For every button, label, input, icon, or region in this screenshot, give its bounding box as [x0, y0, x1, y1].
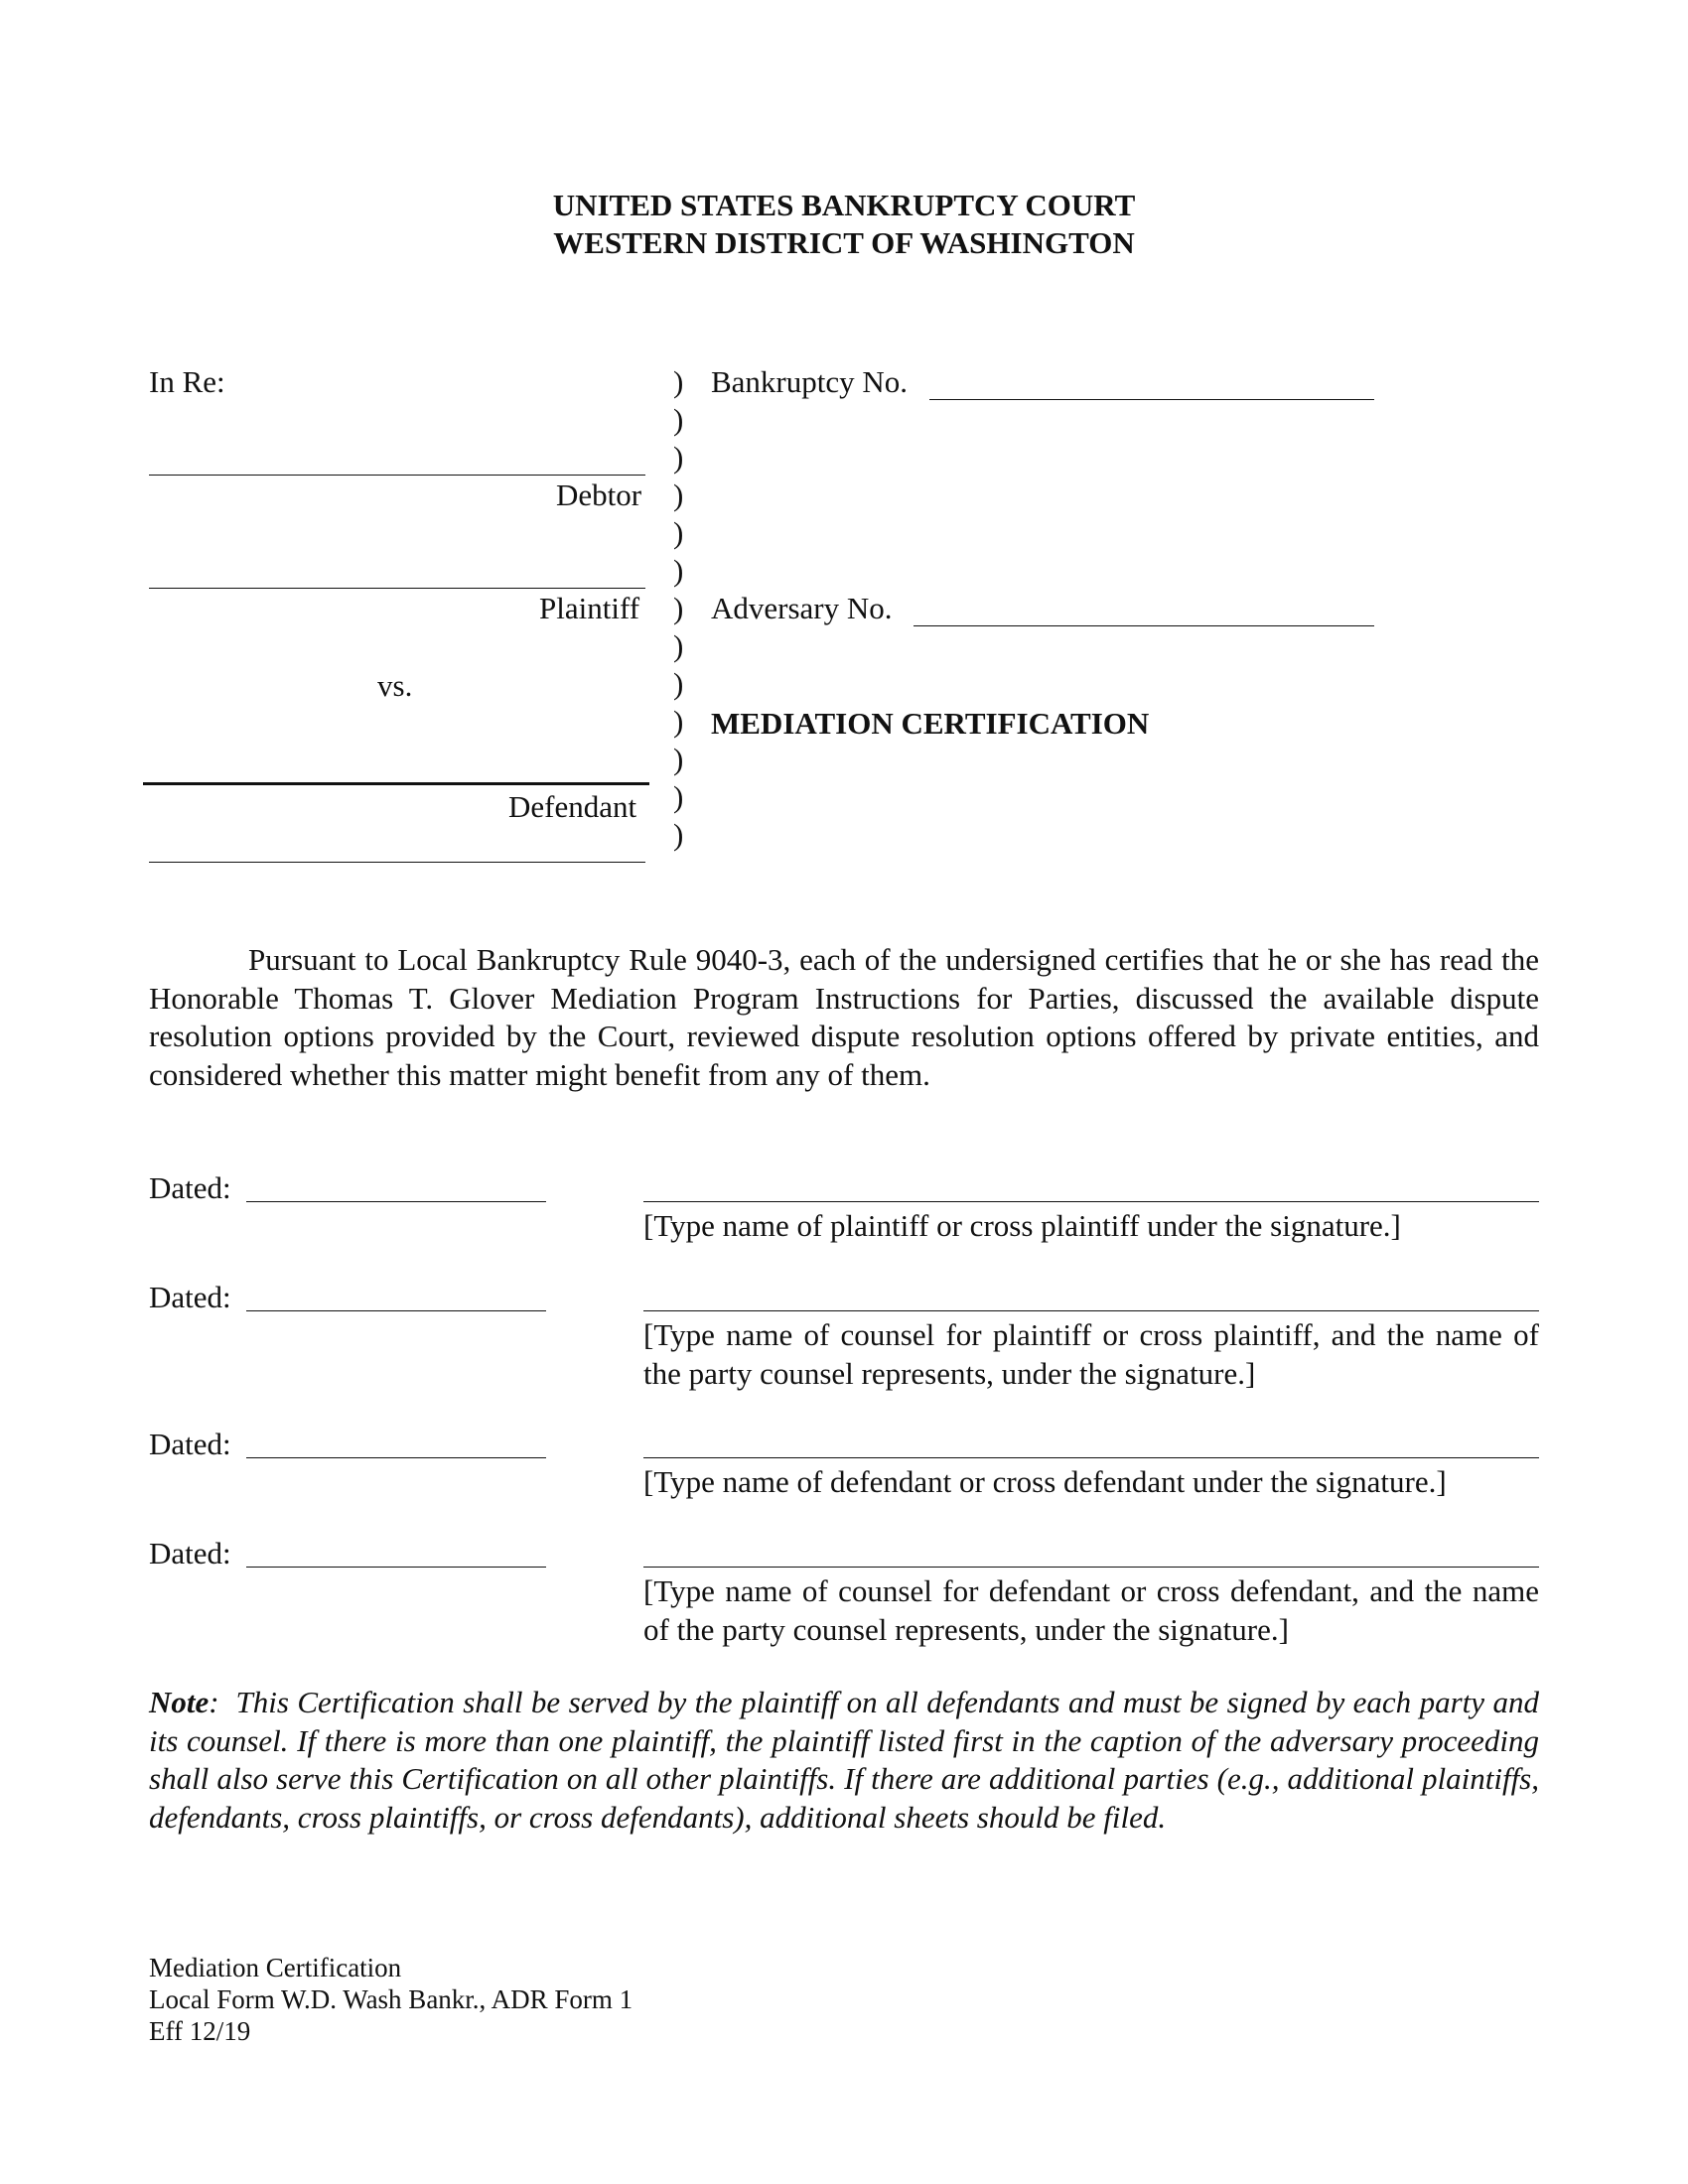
defendant-name-line[interactable] [143, 782, 649, 785]
note-label: Note [149, 1685, 210, 1719]
paren: ) [673, 666, 684, 701]
court-district: WESTERN DISTRICT OF WASHINGTON [553, 225, 1135, 260]
paren: ) [673, 742, 684, 776]
debtor-label: Debtor [556, 478, 642, 512]
certification-paragraph [149, 941, 1539, 1094]
caption-bottom-line [149, 862, 645, 863]
signature-line[interactable] [643, 1310, 1539, 1311]
service-note: Note: This Certification shall be served by the plaintiff on all defendants and must be signed by each party and its counsel. If there is more than one plaintiff, the plaintiff listed first in the caption of the adversary proceeding shall also serve this Certification on all other plaintiffs. If there are additional parties (e.g., additional plaintiffs, defendants, cross plaintiffs, or cross defendants), additional sheets should be filed. [149, 1685, 1539, 1835]
paren: ) [673, 364, 684, 399]
paren: ) [673, 440, 684, 475]
signature-caption: [Type name of defendant or cross defendant under the signature.] [643, 1464, 1447, 1499]
footer-effective-date: Eff 12/19 [149, 2016, 251, 2046]
paren: ) [673, 402, 684, 437]
signature-caption: [Type name of plaintiff or cross plaintiff under the signature.] [643, 1208, 1401, 1243]
in-re-label: In Re: [149, 364, 225, 399]
plaintiff-name-line[interactable] [149, 588, 645, 589]
footer-form-number: Local Form W.D. Wash Bankr., ADR Form 1 [149, 1984, 633, 2014]
paren: ) [673, 515, 684, 550]
dated-label: Dated: [149, 1280, 231, 1314]
vs-label: vs. [377, 668, 413, 703]
paren: ) [673, 817, 684, 852]
adversary-no-field[interactable] [914, 625, 1374, 626]
paren: ) [673, 704, 684, 739]
signature-caption: [Type name of counsel for defendant or cross defendant, and the name of the party counsel represents, under the signature.] [643, 1573, 1539, 1647]
dated-label: Dated: [149, 1170, 231, 1205]
paren: ) [673, 779, 684, 814]
date-field[interactable] [246, 1310, 546, 1311]
date-field[interactable] [246, 1457, 546, 1458]
defendant-label: Defendant [508, 789, 637, 824]
plaintiff-label: Plaintiff [539, 591, 640, 625]
debtor-name-line[interactable] [149, 475, 645, 476]
date-field[interactable] [246, 1201, 546, 1202]
paren: ) [673, 478, 684, 512]
bankruptcy-no-label: Bankruptcy No. [711, 364, 909, 399]
adversary-no-label: Adversary No. [711, 591, 893, 625]
paren: ) [673, 553, 684, 588]
signature-line[interactable] [643, 1567, 1539, 1568]
date-field[interactable] [246, 1567, 546, 1568]
signature-line[interactable] [643, 1457, 1539, 1458]
footer-form-name: Mediation Certification [149, 1953, 402, 1982]
form-footer [149, 1952, 633, 2047]
bankruptcy-no-field[interactable] [929, 399, 1374, 400]
signature-line[interactable] [643, 1201, 1539, 1202]
signature-caption: [Type name of counsel for plaintiff or cross plaintiff, and the name of the party counsel represents, under the signature.] [643, 1317, 1539, 1391]
paren: ) [673, 591, 684, 625]
court-name: UNITED STATES BANKRUPTCY COURT [552, 188, 1136, 222]
form-title: MEDIATION CERTIFICATION [711, 706, 1150, 741]
certification-text: Pursuant to Local Bankruptcy Rule 9040-3, each of the undersigned certifies that he or she has read the Honorable Thomas T. Glover Mediation Program Instructions for Parties, discussed the available dispute resolution options provided by the Court, reviewed dispute resolution options offered by private entities, and considered whether this matter might benefit from any of them. [149, 942, 1539, 1092]
note-text: This Certification shall be served by the plaintiff on all defendants and must be signed by each party and its counsel. If there is more than one plaintiff, the plaintiff listed first in the caption of the adversary proceeding shall also serve this Certification on all other plaintiffs. If there are additional parties (e.g., additional plaintiffs, defendants, cross plaintiffs, or cross defendants), additional sheets should be filed. [149, 1685, 1539, 1835]
caption-parentheses [673, 363, 683, 854]
dated-label: Dated: [149, 1536, 231, 1570]
dated-label: Dated: [149, 1427, 231, 1461]
paren: ) [673, 628, 684, 663]
